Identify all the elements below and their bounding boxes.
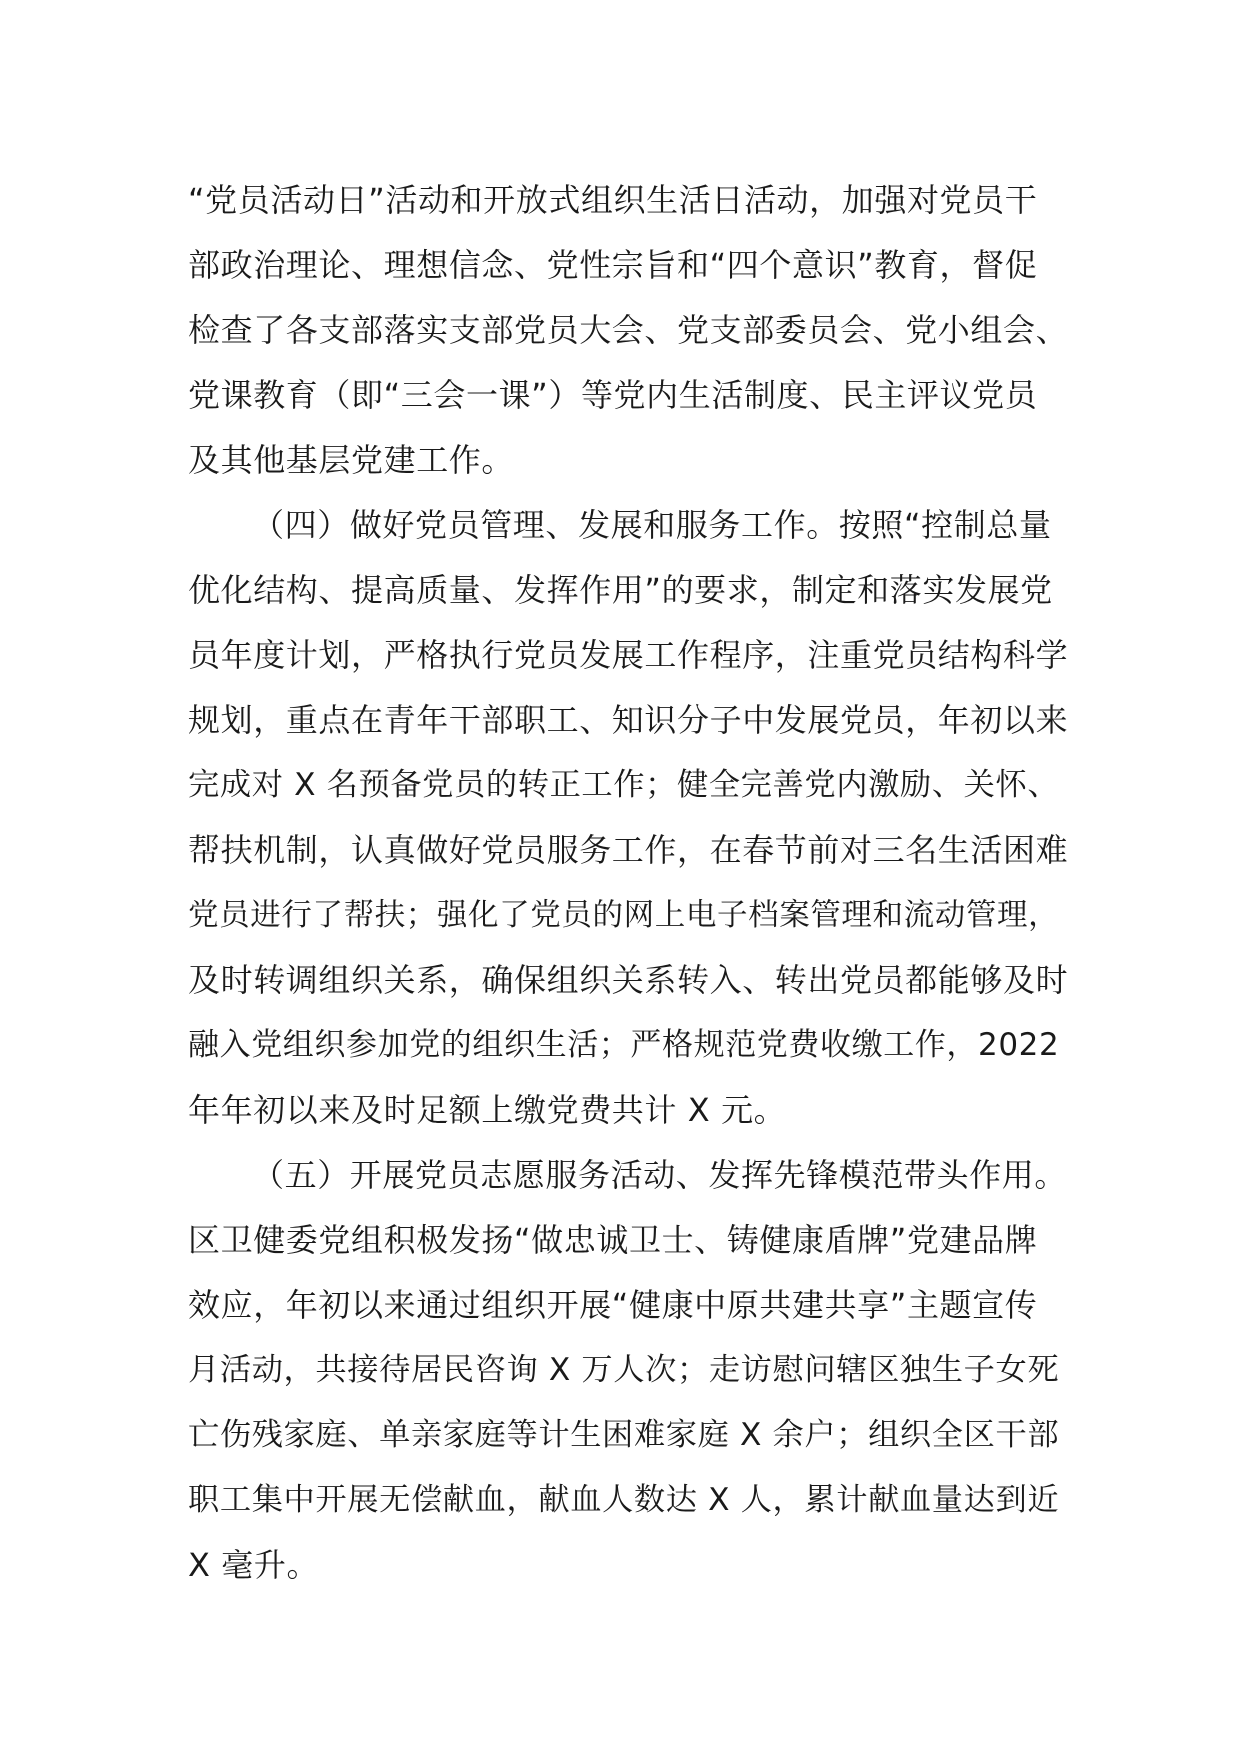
text-line: （五）开展党员志愿服务活动、发挥先锋模范带头作用。 — [252, 1156, 1068, 1194]
paragraph-member-management — [188, 493, 1068, 1143]
text-line: 员年度计划，严格执行党员发展工作程序，注重党员结构科学 — [188, 636, 1069, 674]
text-line: 党课教育（即“三会一课”）等党内生活制度、民主评议党员 — [188, 376, 1038, 414]
text-line: 帮扶机制，认真做好党员服务工作，在春节前对三名生活困难 — [188, 831, 1069, 869]
text-line: 及时转调组织关系，确保组织关系转入、转出党员都能够及时 — [188, 961, 1069, 999]
text-line: 部政治理论、理想信念、党性宗旨和“四个意识”教育，督促 — [188, 246, 1038, 284]
text-line: 融入党组织参加党的组织生活；严格规范党费收缴工作，2022 — [188, 1027, 1060, 1063]
text-line: 职工集中开展无偿献血，献血人数达 X 人，累计献血量达到近 — [188, 1482, 1060, 1518]
text-line: X 毫升。 — [188, 1546, 320, 1584]
text-line: 完成对 X 名预备党员的转正工作；健全完善党内激励、关怀、 — [188, 767, 1060, 803]
text-line: “党员活动日”活动和开放式组织生活日活动，加强对党员干 — [188, 181, 1038, 219]
text-line: 党员进行了帮扶；强化了党员的网上电子档案管理和流动管理， — [188, 898, 1060, 933]
text-line: 效应，年初以来通过组织开展“健康中原共建共享”主题宣传 — [188, 1286, 1038, 1324]
text-line: 年年初以来及时足额上缴党费共计 X 元。 — [188, 1091, 787, 1129]
text-line: 规划，重点在青年干部职工、知识分子中发展党员，年初以来 — [188, 701, 1069, 739]
text-line: 优化结构、提高质量、发挥作用”的要求，制定和落实发展党 — [188, 571, 1053, 609]
document-body — [188, 168, 1068, 1598]
text-line: 月活动，共接待居民咨询 X 万人次；走访慰问辖区独生子女死 — [188, 1352, 1060, 1388]
paragraph-party-activities — [188, 168, 1068, 493]
paragraph-volunteer-service — [188, 1143, 1068, 1598]
text-line: 检查了各支部落实支部党员大会、党支部委员会、党小组会、 — [188, 311, 1069, 349]
text-line: （四）做好党员管理、发展和服务工作。按照“控制总量 — [252, 506, 1052, 544]
text-line: 及其他基层党建工作。 — [188, 441, 515, 479]
text-line: 区卫健委党组积极发扬“做忠诚卫士、铸健康盾牌”党建品牌 — [188, 1221, 1038, 1259]
text-line: 亡伤残家庭、单亲家庭等计生困难家庭 X 余户；组织全区干部 — [188, 1417, 1060, 1453]
